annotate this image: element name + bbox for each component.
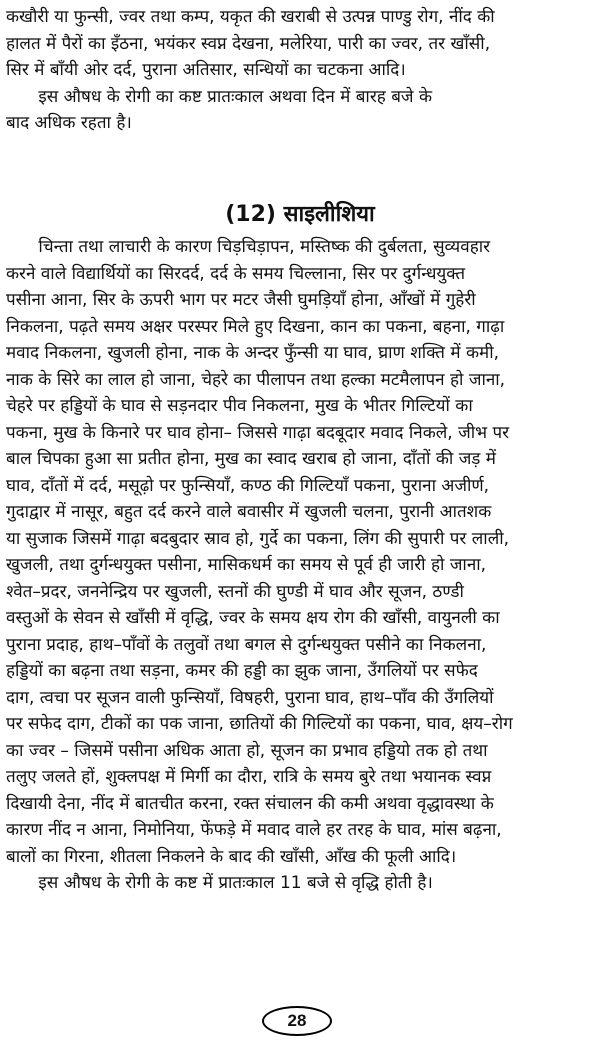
text-line: तलुए जलते हों, शुक्लपक्ष में मिर्गी का दौरा, रात्रि के समय बुरे तथा भयानक स्वप्न (6, 767, 492, 787)
text-line: का ज्वर – जिसमें पसीना अधिक आता हो, सूजन का प्रभाव हड्डियो तक हो तथा (6, 740, 488, 761)
text-line: बाल चिपका हुआ सा प्रतीत होना, मुख का स्वाद खराब हो जाना, दाँतों की जड़ में (6, 449, 496, 469)
body-text (6, 234, 596, 897)
text-line: पकना, मुख के किनारे पर घाव होना– जिससे गाढ़ा बदबूदार मवाद निकले, जीभ पर (6, 422, 510, 443)
text-line: पर सफेद दाग, टीकों का पक जाना, छातियों की गिल्टियों का पकना, घाव, क्षय–रोग (6, 714, 513, 734)
page-number: 28 (262, 1006, 332, 1036)
text-line: बालों का गिरना, शीतला निकलने के बाद की खाँसी, आँख की फूली आदि। (6, 846, 457, 867)
text-line: श्वेत–प्रदर, जननेन्द्रिय पर खुजली, स्तनों की घुण्डी में घाव और सूजन, ठण्डी (6, 581, 464, 602)
text-line: मवाद निकलना, खुजली होना, नाक के अन्दर फुँन्सी या घाव, घ्राण शक्ति में कमी, (6, 343, 499, 363)
text-line: चेहरे पर हड्डियों के घाव से सड़नदार पीव निकलना, मुख के भीतर गिल्टियों का (6, 396, 473, 416)
text-line: हालत में पैरों का इँठना, भयंकर स्वप्न देखना, मलेरिया, पारी का ज्वर, तर खाँसी, (6, 33, 491, 54)
text-line: गुदाद्वार में नासूर, बहुत दर्द करने वाले बवासीर में खुजली चलना, पुरानी आतशक (6, 502, 492, 522)
text-line: पसीना आना, सिर के ऊपरी भाग पर मटर जैसी घुमड़ियाँ होना, आँखों में गुहेरी (6, 290, 476, 310)
text-line: घाव, दाँतों में दर्द, मसूढ़ो पर फुन्सियाँ, कण्ठ की गिल्टियाँ पकना, पुराना अजीर्ण, (6, 475, 490, 496)
text-line: नाक के सिरे का लाल हो जाना, चेहरे का पीलापन तथा हल्का मटमैलापन हो जाना, (6, 369, 506, 390)
top-paragraphs (6, 4, 596, 137)
text-line: निकलना, पढ़ते समय अक्षर परस्पर मिले हुए दिखना, कान का पकना, बहना, गाढ़ा (6, 316, 505, 337)
text-line: दिखायी देना, नींद में बातचीत करना, रक्त संचालन की कमी अथवा वृद्धावस्था के (6, 793, 494, 814)
text-line: बाद अधिक रहता है। (6, 113, 132, 133)
text-line: खुजली, तथा दुर्गन्धयुक्त पसीना, मासिकधर्म का समय से पूर्व ही जारी हो जाना, (6, 555, 487, 575)
text-line: सिर में बाँयी ओर दर्द, पुराना अतिसार, सन्धियों का चटकना आदि। (6, 60, 406, 80)
text-line: वस्तुओं के सेवन से खाँसी में वृद्धि, ज्वर के समय क्षय रोग की खाँसी, वायुनली का (6, 608, 500, 628)
text-line: चिन्ता तथा लाचारी के कारण चिड़चिड़ापन, मस्तिष्क की दुर्बलता, सुव्यवहार (6, 237, 491, 257)
text-line: कखौरी या फुन्सी, ज्वर तथा कम्प, यकृत की खराबी से उत्पन्न पाण्डु रोग, नींद की (6, 7, 495, 27)
text-line: पुराना प्रदाह, हाथ–पाँवों के तलुवों तथा बगल से दुर्गन्धयुक्त पसीने का निकलना, (6, 634, 487, 655)
text-line: कारण नींद न आना, निमोनिया, फेंफड़े में मवाद वाले हर तरह के घाव, मांस बढ़ना, (6, 820, 502, 840)
text-line: दाग, त्वचा पर सूजन वाली फुन्सियाँ, विषहरी, पुराना घाव, हाथ–पाँव की उँगलियों (6, 687, 494, 708)
text-line: इस औषध के रोगी के कष्ट में प्रातःकाल 11 बजे से वृद्धि होती है। (6, 873, 433, 893)
text-line: करने वाले विद्यार्थियों का सिरदर्द, दर्द के समय चिल्लाना, सिर पर दुर्गन्धयुक्त (6, 263, 466, 284)
section-heading: (12) साइलीशिया (225, 202, 375, 227)
text-line: इस औषध के रोगी का कष्ट प्रातःकाल अथवा दिन में बारह बजे के (6, 86, 432, 107)
text-line: हड्डियों का बढ़ना तथा सड़ना, कमर की हड्डी का झुक जाना, उँगलियों पर सफेद (6, 661, 478, 681)
text-line: या सुजाक जिसमें गाढ़ा बदबुदार स्राव हो, गुर्दे का पकना, लिंग की सुपारी पर लाली, (6, 528, 510, 549)
